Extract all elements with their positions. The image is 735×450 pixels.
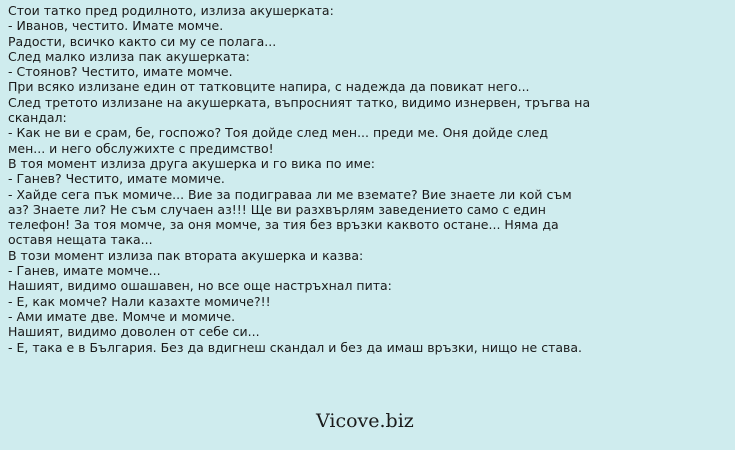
joke-line: - Е, как момче? Нали казахте момиче?!! — [8, 293, 271, 309]
joke-line: - Ганев? Честито, имате момиче. — [8, 171, 225, 187]
joke-line: - Ами имате две. Момче и момиче. — [8, 308, 236, 324]
joke-text — [8, 3, 728, 355]
joke-line: Нашият, видимо доволен от себе си... — [8, 324, 260, 340]
joke-line: Стои татко пред родилното, излиза акушерката: — [8, 3, 334, 18]
joke-line: - Иванов, честито. Имате момче. — [8, 18, 224, 34]
joke-line: - Е, така е в България. Без да вдигнеш скандал и без да имаш връзки, нищо не става. — [8, 339, 583, 355]
joke-line: телефон! За тоя момче, за оня момче, за тия без връзки каквото остане... Няма да — [8, 217, 559, 233]
joke-line: - Стоянов? Честито, имате момче. — [8, 64, 233, 80]
joke-line: - Хайде сега пък момиче... Вие за подиграваа ли ме вземате? Вие знаете ли кой съм — [8, 186, 572, 202]
joke-line: оставя нещата така... — [8, 232, 153, 248]
joke-line: - Как не ви е срам, бе, госпожо? Тоя дойде след мен... преди ме. Оня дойде след — [8, 125, 548, 141]
site-name: Vicove.biz — [316, 410, 414, 432]
joke-line: Радости, всичко както си му се полага... — [8, 33, 277, 49]
joke-line: - Ганев, имате момче... — [8, 263, 161, 279]
joke-line: След малко излиза пак акушерката: — [8, 48, 250, 64]
joke-line: При всяко излизане един от татковците напира, с надежда да повикат него... — [8, 79, 530, 95]
joke-line: В този момент излиза пак втората акушерка и казва: — [8, 247, 364, 263]
joke-line: Нашият, видимо ошашавен, но все още настръхнал пита: — [8, 278, 392, 294]
joke-line: В тоя момент излиза друга акушерка и го вика по име: — [8, 155, 375, 171]
joke-line: скандал: — [8, 110, 67, 126]
joke-line: мен... и него обслужихте с предимство! — [8, 140, 274, 156]
joke-line: След третото излизане на акушерката, въпросният татко, видимо изнервен, тръгва на — [8, 94, 591, 110]
joke-line: аз? Знаете ли? Не съм случаен аз!!! Ще ви разхвърлям заведението само с един — [8, 201, 546, 217]
